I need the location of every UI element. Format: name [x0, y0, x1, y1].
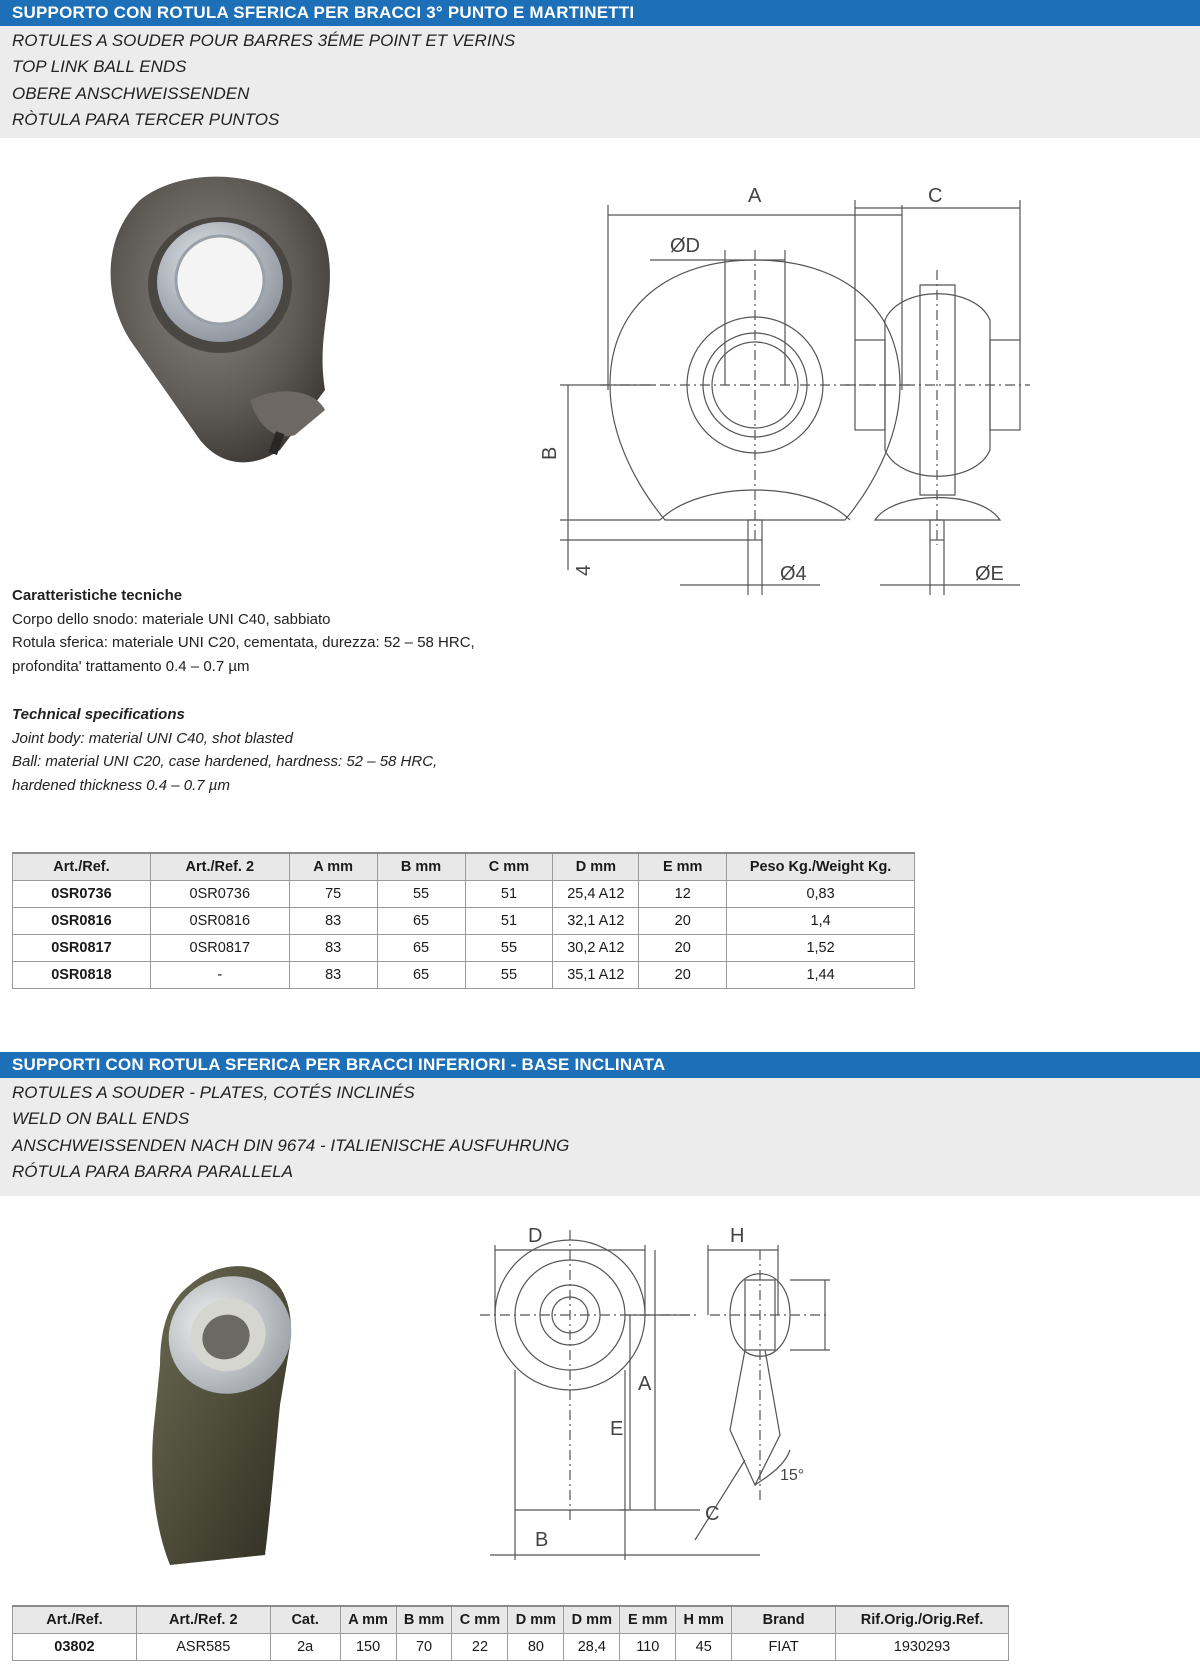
table-row: [13, 881, 915, 908]
section2-subtitle-de: ANSCHWEISSENDEN NACH DIN 9674 - ITALIENISCHE AUSFUHRUNG: [12, 1135, 570, 1155]
table-cell: 03802: [13, 1634, 137, 1661]
table-header: C mm: [452, 1606, 508, 1634]
specs-english-heading: Technical specifications: [12, 706, 185, 723]
table-cell: 51: [465, 908, 553, 935]
table-cell: 150: [340, 1634, 396, 1661]
table-cell: 12: [639, 881, 727, 908]
table-cell: 51: [465, 881, 553, 908]
table-cell: 1,4: [727, 908, 915, 935]
dim-c-label: C: [928, 185, 943, 207]
table-cell: 28,4: [564, 1634, 620, 1661]
section1-subtitles: [0, 26, 1200, 138]
table-header: D mm: [553, 853, 639, 881]
table-cell: 83: [289, 962, 377, 989]
table-header: Cat.: [270, 1606, 340, 1634]
top-link-ball-end-photo: [100, 170, 360, 490]
table-cell: 45: [676, 1634, 732, 1661]
section1-title: SUPPORTO CON ROTULA SFERICA PER BRACCI 3° PUNTO E MARTINETTI: [0, 0, 1200, 26]
angle-label: 15°: [780, 1467, 805, 1484]
table-cell: 1,52: [727, 935, 915, 962]
table-header: Peso Kg./Weight Kg.: [727, 853, 915, 881]
table-cell: 55: [465, 962, 553, 989]
weld-on-ball-end-technical-drawing: [480, 1220, 900, 1580]
specs-english-line: Joint body: material UNI C40, shot blasted: [12, 729, 293, 747]
specs-italian: [12, 584, 475, 678]
table-header: C mm: [465, 853, 553, 881]
dim-4-label: 4: [573, 564, 595, 576]
table-cell: 1930293: [836, 1634, 1009, 1661]
dim-d-label: ØD: [670, 235, 700, 257]
table-header: D mm: [508, 1606, 564, 1634]
table-cell: 32,1 A12: [553, 908, 639, 935]
dim-c2-label: C: [705, 1503, 720, 1525]
table-row: [13, 962, 915, 989]
table-cell: 20: [639, 908, 727, 935]
table-cell: 55: [465, 935, 553, 962]
section1-subtitle-es: RÒTULA PARA TERCER PUNTOS: [12, 110, 280, 130]
dim-phi4-label: Ø4: [780, 563, 807, 585]
specs-english-line: Ball: material UNI C20, case hardened, hardness: 52 – 58 HRC,: [12, 753, 438, 771]
section2-subtitles: [0, 1078, 1200, 1196]
table-row: [13, 908, 915, 935]
section2-subtitle-fr: ROTULES A SOUDER - PLATES, COTÉS INCLINÉS: [12, 1083, 415, 1102]
table-cell: 0SR0736: [150, 881, 289, 908]
table-cell: 0SR0736: [13, 881, 151, 908]
table-header-row: [13, 1606, 1009, 1634]
table-cell: 22: [452, 1634, 508, 1661]
table-cell: 83: [289, 935, 377, 962]
table-header: B mm: [396, 1606, 452, 1634]
table-cell: FIAT: [732, 1634, 836, 1661]
section1-subtitle-fr: ROTULES A SOUDER POUR BARRES 3ÉME POINT ET VERINS: [12, 31, 516, 50]
table-cell: 70: [396, 1634, 452, 1661]
table-cell: 65: [377, 962, 465, 989]
table-row: [13, 1634, 1009, 1661]
table-header: Rif.Orig./Orig.Ref.: [836, 1606, 1009, 1634]
table-header: H mm: [676, 1606, 732, 1634]
table-cell: 35,1 A12: [553, 962, 639, 989]
table-cell: ASR585: [136, 1634, 270, 1661]
section2-subtitle-es: RÓTULA PARA BARRA PARALLELA: [12, 1162, 293, 1182]
table-cell: 1,44: [727, 962, 915, 989]
table-header: Brand: [732, 1606, 836, 1634]
dim-d2-label: D: [528, 1225, 543, 1247]
table-cell: -: [150, 962, 289, 989]
table-header: A mm: [340, 1606, 396, 1634]
table-cell: 65: [377, 908, 465, 935]
table-header: Art./Ref.: [13, 853, 151, 881]
dim-b-label: B: [539, 446, 561, 460]
dim-b2-label: B: [535, 1529, 549, 1551]
specs-italian-line: Rotula sferica: materiale UNI C20, cementata, durezza: 52 – 58 HRC,: [12, 634, 475, 652]
specs-italian-line: profondita' trattamento 0.4 – 0.7 µm: [12, 657, 250, 675]
dim-e-label: ØE: [975, 563, 1004, 585]
section2-title: SUPPORTI CON ROTULA SFERICA PER BRACCI INFERIORI - BASE INCLINATA: [0, 1052, 1200, 1078]
dim-h-label: H: [730, 1225, 745, 1247]
specs-english: [12, 703, 437, 797]
table-cell: 20: [639, 962, 727, 989]
table-header: A mm: [289, 853, 377, 881]
dim-a-label: A: [748, 185, 762, 207]
table-header: Art./Ref. 2: [150, 853, 289, 881]
table-cell: 0SR0817: [13, 935, 151, 962]
table-cell: 65: [377, 935, 465, 962]
dim-a2-label: A: [638, 1373, 652, 1395]
table-header: Art./Ref. 2: [136, 1606, 270, 1634]
section1-header: [0, 0, 1200, 138]
table-header: E mm: [639, 853, 727, 881]
dim-e2-label: E: [610, 1418, 624, 1440]
section2-subtitle-en: WELD ON BALL ENDS: [12, 1109, 190, 1129]
top-link-spec-table: [12, 852, 915, 989]
section2-header: [0, 1052, 1200, 1196]
section1-subtitle-en: TOP LINK BALL ENDS: [12, 57, 187, 77]
table-cell: 0SR0817: [150, 935, 289, 962]
table-cell: 2a: [270, 1634, 340, 1661]
specs-english-line: hardened thickness 0.4 – 0.7 µm: [12, 776, 230, 794]
table-cell: 55: [377, 881, 465, 908]
table-cell: 0,83: [727, 881, 915, 908]
table-cell: 0SR0816: [150, 908, 289, 935]
table-cell: 20: [639, 935, 727, 962]
table-header: Art./Ref.: [13, 1606, 137, 1634]
table-cell: 83: [289, 908, 377, 935]
top-link-technical-drawing: [520, 160, 1080, 640]
table-cell: 80: [508, 1634, 564, 1661]
table-cell: 110: [620, 1634, 676, 1661]
weld-on-ball-end-photo: [130, 1255, 350, 1575]
table-cell: 25,4 A12: [553, 881, 639, 908]
table-header: E mm: [620, 1606, 676, 1634]
table-header: D mm: [564, 1606, 620, 1634]
table-cell: 30,2 A12: [553, 935, 639, 962]
table-cell: 75: [289, 881, 377, 908]
table-header-row: [13, 853, 915, 881]
table-row: [13, 935, 915, 962]
specs-italian-line: Corpo dello snodo: materiale UNI C40, sabbiato: [12, 610, 331, 628]
weld-on-ball-end-table: [12, 1605, 1009, 1661]
table-header: B mm: [377, 853, 465, 881]
table-cell: 0SR0818: [13, 962, 151, 989]
table-cell: 0SR0816: [13, 908, 151, 935]
specs-italian-heading: Caratteristiche tecniche: [12, 587, 183, 604]
section1-subtitle-de: OBERE ANSCHWEISSENDEN: [12, 83, 250, 103]
